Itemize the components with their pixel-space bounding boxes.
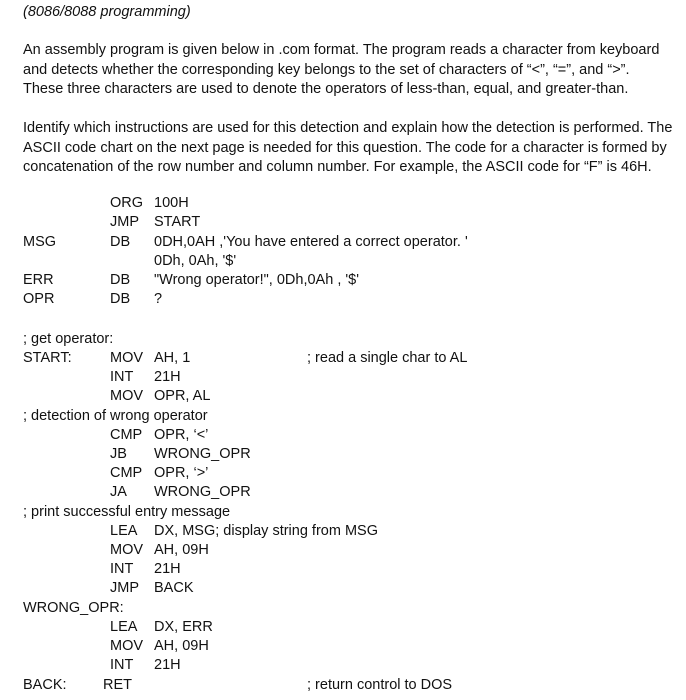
code-operand: WRONG_OPR	[154, 484, 251, 500]
code-opcode: DB	[110, 272, 131, 288]
code-label: BACK:	[23, 677, 67, 693]
code-opcode: MOV	[110, 542, 144, 558]
code-line	[23, 426, 663, 445]
code-operand: AH, 1	[154, 350, 191, 366]
code-opcode: DB	[110, 234, 131, 250]
code-opcode: INT	[110, 369, 134, 385]
code-operand: 21H	[154, 561, 181, 577]
question-paragraph: Identify which instructions are used for this detection and explain how the detection is performed. The ASCII code chart on the next page is needed for this question. The code for a character is formed by concatenation of the row number and column number. For example, the ASCII code for “F” is 46H.	[23, 120, 673, 175]
code-comment: ; read a single char to AL	[307, 350, 468, 366]
code-opcode: RET	[103, 677, 132, 693]
code-opcode: ORG	[110, 195, 144, 211]
code-opcode: JB	[110, 446, 127, 462]
code-line	[23, 368, 663, 387]
code-operand: 0DH,0AH ,'You have entered a correct operator. '	[154, 234, 468, 250]
code-line	[23, 541, 663, 560]
code-operand: DX, MSG; display string from MSG	[154, 523, 378, 539]
code-opcode: JMP	[110, 214, 139, 230]
code-line	[23, 330, 663, 349]
code-opcode: MOV	[110, 350, 144, 366]
code-operand: WRONG_OPR	[154, 446, 251, 462]
code-operand: 21H	[154, 369, 181, 385]
code-line	[23, 503, 663, 522]
code-line	[23, 445, 663, 464]
code-operand: ?	[154, 291, 163, 307]
code-operand: 0Dh, 0Ah, '$'	[154, 253, 237, 269]
code-label: OPR	[23, 291, 55, 307]
code-label: START:	[23, 350, 72, 366]
code-operand: "Wrong operator!", 0Dh,0Ah , '$'	[154, 272, 359, 288]
code-line	[23, 599, 663, 618]
code-opcode: INT	[110, 657, 134, 673]
code-label: ERR	[23, 272, 54, 288]
code-line	[23, 579, 663, 598]
intro-paragraph: An assembly program is given below in .com format. The program reads a character from keyboard and detects whether the corresponding key belongs to the set of characters of “<”, “=”, and “>”. These three characters are used to denote the operators of less-than, equal, and greater-than.	[23, 42, 660, 97]
code-label: ; detection of wrong operator	[23, 408, 208, 424]
code-opcode: MOV	[110, 388, 144, 404]
code-operand: BACK	[154, 580, 194, 596]
code-line	[23, 387, 663, 406]
code-opcode: JA	[110, 484, 127, 500]
code-line	[23, 637, 663, 656]
code-line	[23, 194, 663, 213]
code-label: WRONG_OPR:	[23, 600, 124, 616]
code-opcode: LEA	[110, 619, 138, 635]
code-label: ; get operator:	[23, 331, 114, 347]
code-opcode: LEA	[110, 523, 138, 539]
code-opcode: CMP	[110, 465, 143, 481]
code-line	[23, 676, 663, 695]
code-line	[23, 618, 663, 637]
code-operand: OPR, ‘<’	[154, 427, 209, 443]
code-comment: ; return control to DOS	[307, 677, 453, 693]
code-opcode: INT	[110, 561, 134, 577]
code-label: ; print successful entry message	[23, 504, 231, 520]
code-line	[23, 464, 663, 483]
code-line	[23, 407, 663, 426]
code-operand: OPR, AL	[154, 388, 211, 404]
code-opcode: MOV	[110, 638, 144, 654]
code-operand: 21H	[154, 657, 181, 673]
code-operand: AH, 09H	[154, 542, 209, 558]
code-line	[23, 271, 663, 290]
code-line	[23, 290, 663, 309]
code-line	[23, 560, 663, 579]
code-opcode: DB	[110, 291, 131, 307]
section-heading: (8086/8088 programming)	[23, 4, 191, 20]
code-line	[23, 252, 663, 271]
code-line	[23, 213, 663, 232]
code-operand: START	[154, 214, 201, 230]
code-operand: AH, 09H	[154, 638, 209, 654]
code-operand: 100H	[154, 195, 189, 211]
code-line	[23, 483, 663, 502]
code-line	[23, 349, 663, 368]
code-line	[23, 656, 663, 675]
code-opcode: JMP	[110, 580, 139, 596]
code-operand: DX, ERR	[154, 619, 213, 635]
code-operand: OPR, ‘>’	[154, 465, 209, 481]
code-label: MSG	[23, 234, 57, 250]
code-line	[23, 522, 663, 541]
code-opcode: CMP	[110, 427, 143, 443]
code-line	[23, 233, 663, 252]
